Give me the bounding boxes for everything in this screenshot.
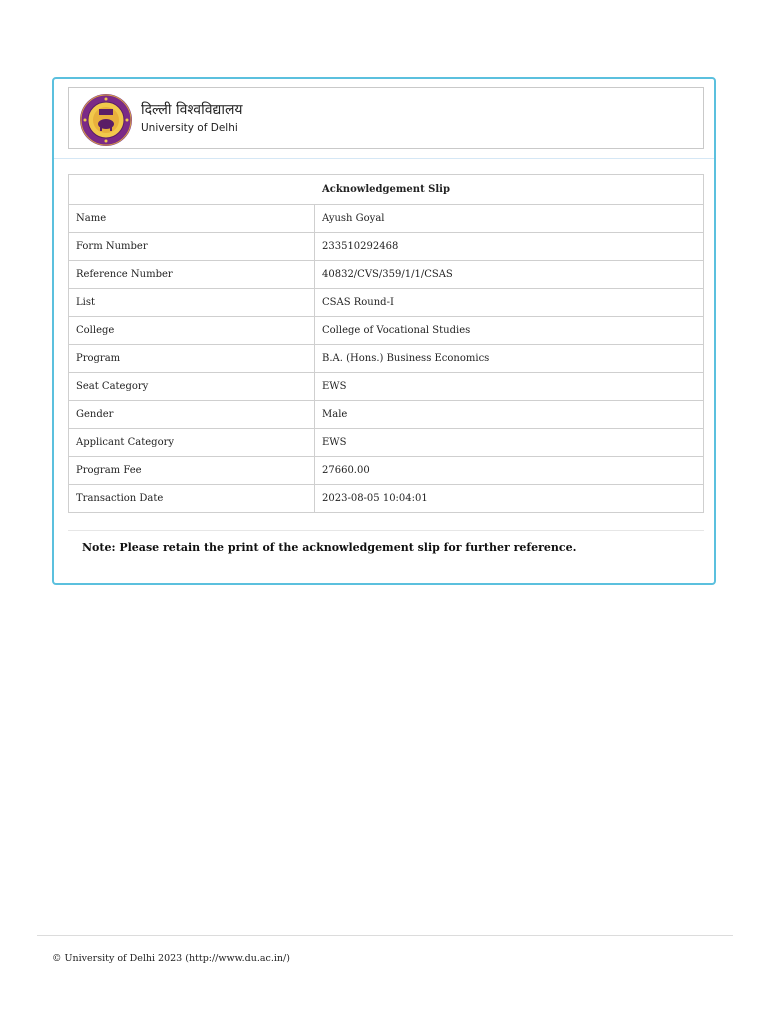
table-row	[69, 205, 704, 233]
row-value: Male	[315, 401, 704, 429]
table-row	[69, 233, 704, 261]
acknowledgement-card	[52, 77, 716, 585]
university-seal-icon	[79, 93, 133, 147]
row-value: College of Vocational Studies	[315, 317, 704, 345]
row-value: CSAS Round-I	[315, 289, 704, 317]
row-label: Name	[69, 205, 315, 233]
university-header	[68, 87, 704, 149]
row-label: Reference Number	[69, 261, 315, 289]
table-row	[69, 429, 704, 457]
copyright-footer: © University of Delhi 2023 (http://www.du.ac.in/)	[52, 953, 290, 964]
footer-divider	[37, 935, 733, 936]
table-row	[69, 317, 704, 345]
header-divider	[54, 158, 714, 159]
row-label: Gender	[69, 401, 315, 429]
retain-print-note: Note: Please retain the print of the acknowledgement slip for further reference.	[82, 541, 577, 554]
row-label: List	[69, 289, 315, 317]
row-value: 2023-08-05 10:04:01	[315, 485, 704, 513]
row-label: Seat Category	[69, 373, 315, 401]
acknowledgement-table	[68, 174, 704, 513]
row-value: 40832/CVS/359/1/1/CSAS	[315, 261, 704, 289]
row-label: Program	[69, 345, 315, 373]
row-value: Ayush Goyal	[315, 205, 704, 233]
table-row	[69, 345, 704, 373]
university-name-hindi: दिल्ली विश्वविद्यालय	[141, 102, 243, 118]
row-label: Form Number	[69, 233, 315, 261]
table-row	[69, 261, 704, 289]
table-title-row	[69, 175, 704, 205]
note-divider	[68, 530, 704, 531]
university-name-english: University of Delhi	[141, 122, 238, 134]
row-label: Program Fee	[69, 457, 315, 485]
row-value: B.A. (Hons.) Business Economics	[315, 345, 704, 373]
row-label: College	[69, 317, 315, 345]
row-value: EWS	[315, 429, 704, 457]
table-row	[69, 485, 704, 513]
row-value: 27660.00	[315, 457, 704, 485]
slip-title: Acknowledgement Slip	[69, 175, 704, 205]
table-row	[69, 401, 704, 429]
table-row	[69, 373, 704, 401]
row-value: 233510292468	[315, 233, 704, 261]
table-row	[69, 289, 704, 317]
row-label: Applicant Category	[69, 429, 315, 457]
row-label: Transaction Date	[69, 485, 315, 513]
table-row	[69, 457, 704, 485]
row-value: EWS	[315, 373, 704, 401]
